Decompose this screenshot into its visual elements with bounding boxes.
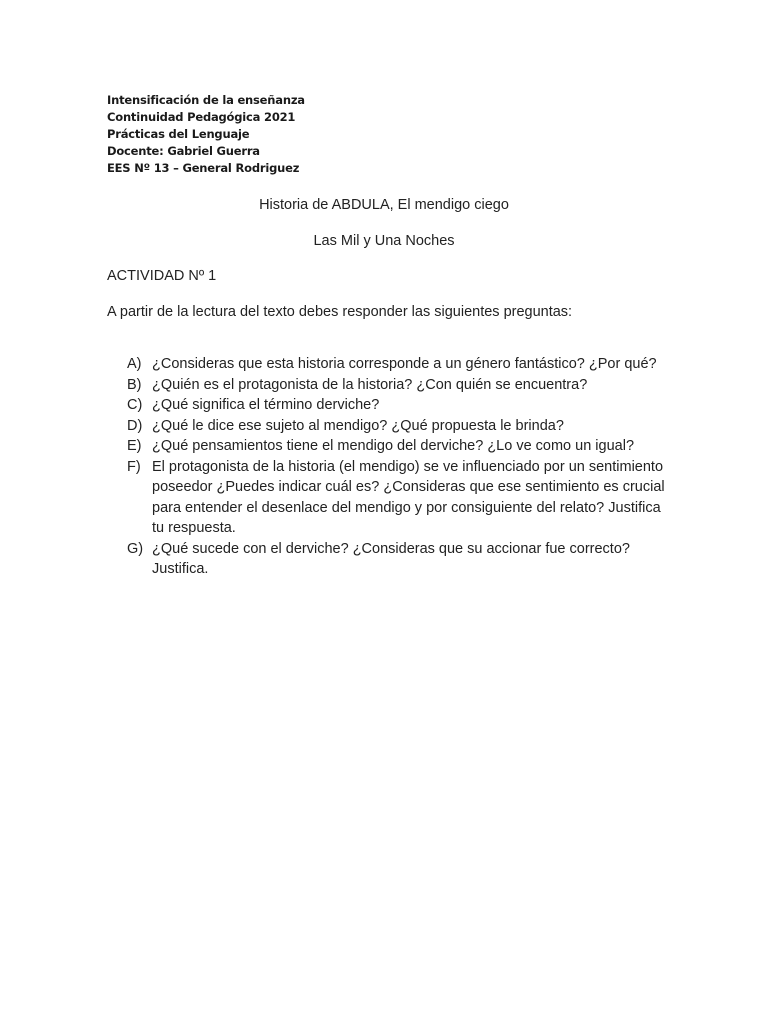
header-teacher: Docente: Gabriel Guerra	[107, 144, 260, 158]
list-item	[127, 436, 667, 457]
question-list	[127, 354, 667, 580]
question-text: ¿Qué sucede con el derviche? ¿Consideras que su accionar fue correcto? Justifica.	[152, 540, 630, 577]
story-title: Historia de ABDULA, El mendigo ciego	[259, 197, 509, 213]
list-item	[127, 416, 667, 437]
question-letter: C)	[127, 397, 143, 413]
list-item	[127, 354, 667, 375]
activity-heading: ACTIVIDAD Nº 1	[107, 268, 217, 284]
instructions: A partir de la lectura del texto debes responder las siguientes preguntas:	[107, 304, 573, 320]
header-program: Intensificación de la enseñanza	[107, 93, 305, 107]
question-letter: D)	[127, 417, 143, 434]
story-source: Las Mil y Una Noches	[313, 233, 455, 249]
header-continuity: Continuidad Pedagógica 2021	[107, 110, 296, 124]
question-letter: B)	[127, 376, 142, 393]
question-text: ¿Qué le dice ese sujeto al mendigo? ¿Qué propuesta le brinda?	[152, 417, 564, 434]
question-letter: E)	[127, 438, 142, 454]
question-text: ¿Consideras que esta historia corresponde a un género fantástico? ¿Por qué?	[152, 356, 657, 372]
list-item	[127, 457, 667, 539]
document-header	[107, 92, 305, 177]
question-text: El protagonista de la historia (el mendigo) se ve influenciado por un sentimiento poseedor ¿Puedes indicar cuál es? ¿Consideras que ese sentimiento es crucial para entender el desenlace del mendigo y por consiguiente del relato? Justifica tu respuesta.	[152, 458, 665, 536]
question-text: ¿Quién es el protagonista de la historia? ¿Con quién se encuentra?	[152, 376, 588, 393]
list-item	[127, 539, 667, 580]
question-letter: F)	[127, 458, 141, 475]
question-letter: A)	[127, 356, 142, 372]
list-item	[127, 395, 667, 416]
question-text: ¿Qué pensamientos tiene el mendigo del derviche? ¿Lo ve como un igual?	[152, 438, 635, 454]
header-subject: Prácticas del Lenguaje	[107, 127, 250, 141]
question-text: ¿Qué significa el término derviche?	[152, 397, 380, 413]
list-item	[127, 375, 667, 396]
header-school: EES Nº 13 – General Rodriguez	[107, 161, 300, 175]
question-letter: G)	[127, 540, 144, 557]
